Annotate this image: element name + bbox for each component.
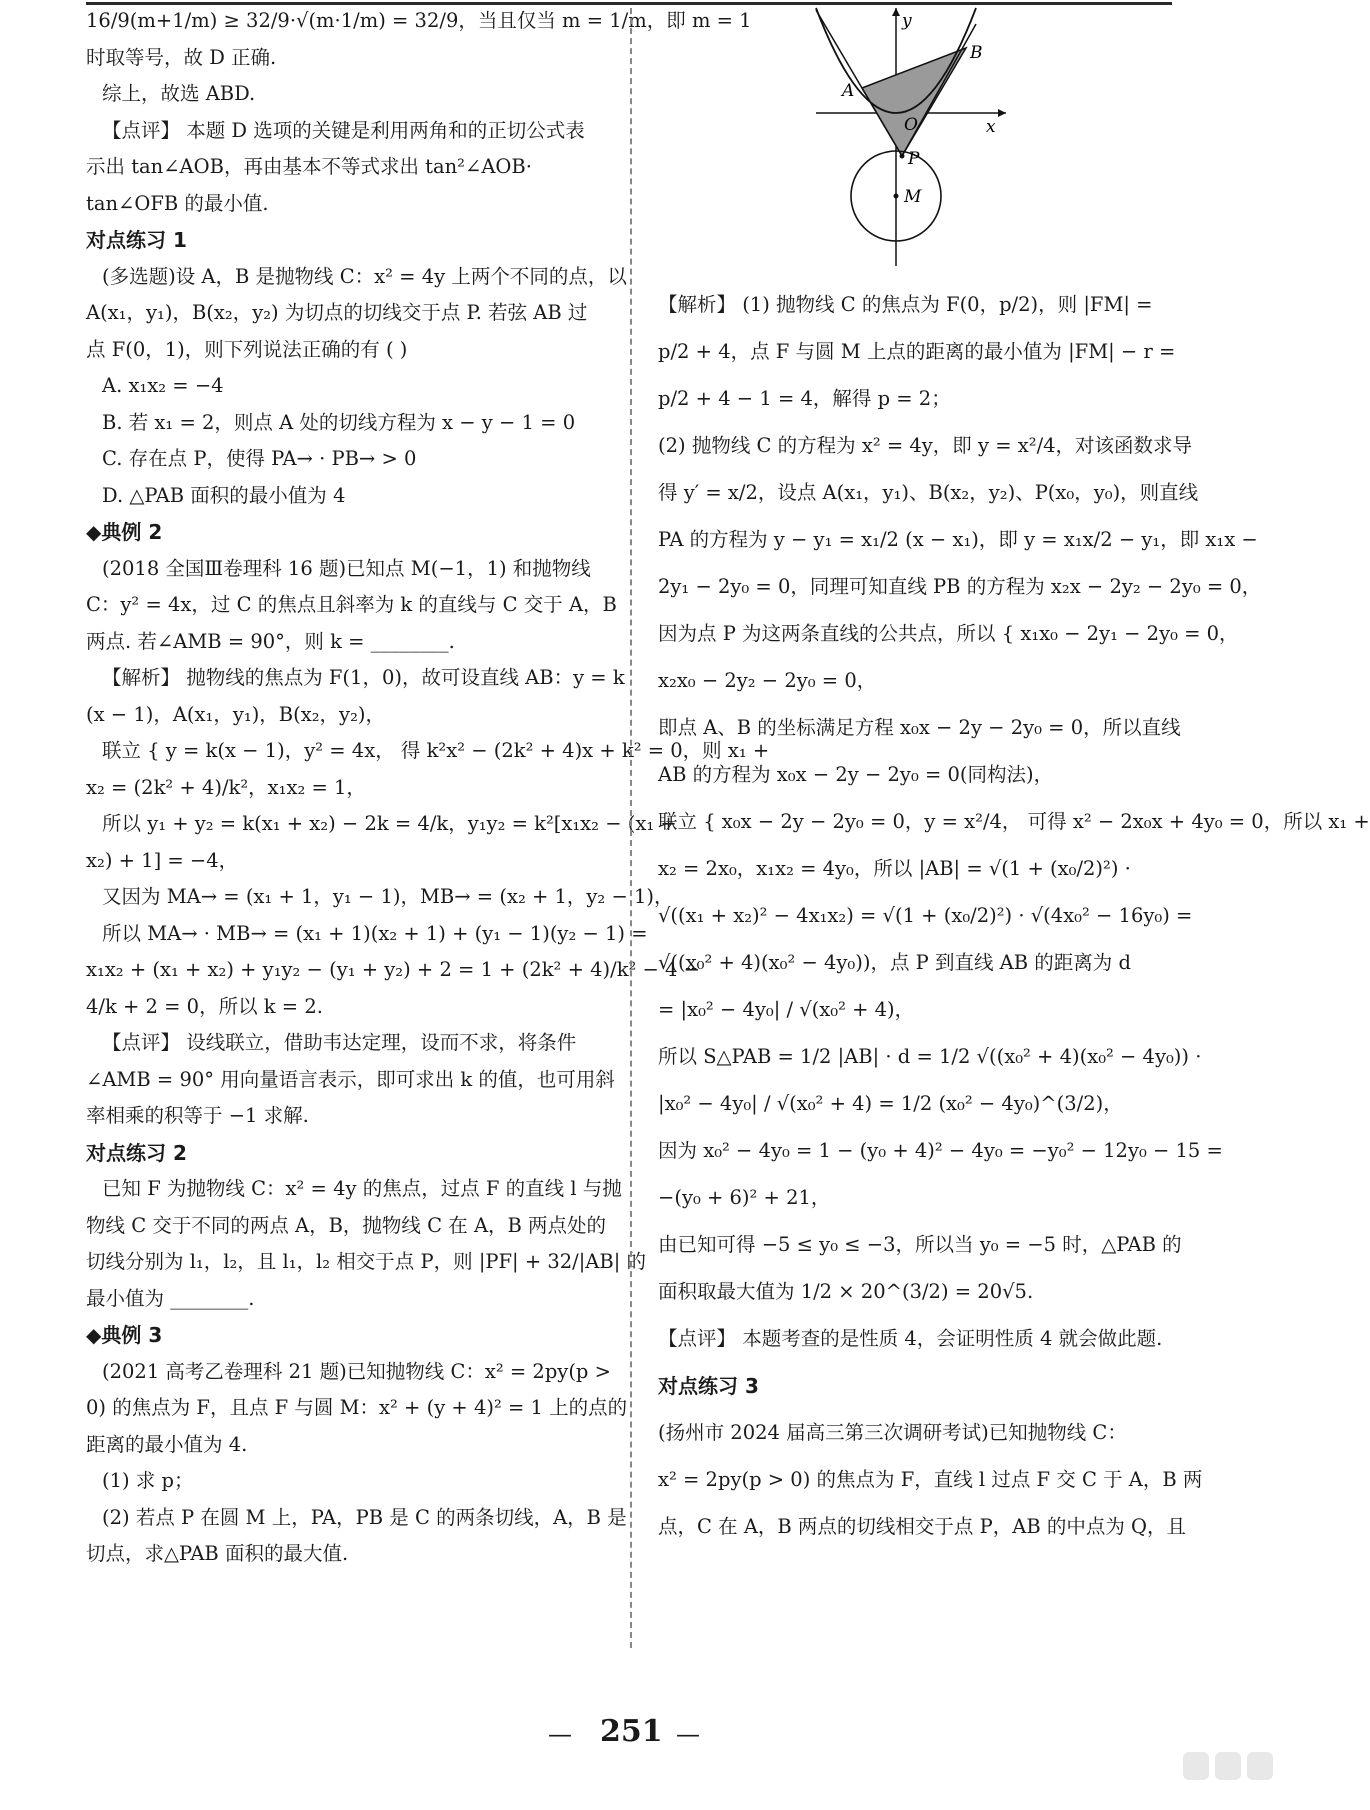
fig-label-B: B bbox=[970, 43, 983, 63]
right-line-22: 【点评】 本题考查的是性质 4，会证明性质 4 就会做此题. bbox=[658, 1327, 1163, 1350]
right-line-21: 面积取最大值为 1/2 × 20^(3/2) = 20√5. bbox=[658, 1280, 1034, 1303]
left-line-5: tan∠OFB 的最小值. bbox=[86, 191, 269, 215]
left-line-18: 【解析】 抛物线的焦点为 F(1，0)，故可设直线 AB：y = k bbox=[102, 666, 625, 689]
left-line-37: (2021 高考乙卷理科 21 题)已知抛物线 C：x² = 2py(p > bbox=[102, 1359, 611, 1383]
left-line-21: x₂ = (2k² + 4)/k²，x₁x₂ = 1， bbox=[86, 775, 366, 799]
parabola-tangent-figure bbox=[816, 8, 1056, 273]
left-line-36: ◆典例 3 bbox=[86, 1323, 163, 1347]
left-line-4: 示出 tan∠AOB，再由基本不等式求出 tan²∠AOB· bbox=[86, 155, 532, 178]
left-line-17: 两点. 若∠AMB = 90°，则 k = ________. bbox=[86, 629, 455, 653]
left-line-34: 切线分别为 l₁，l₂，且 l₁，l₂ 相交于点 P，则 |PF| + 32/|AB| 的 bbox=[86, 1250, 646, 1273]
right-line-16: 所以 S△PAB = 1/2 |AB| · d = 1/2 √((x₀² + 4)(x₀² − 4y₀)) · bbox=[658, 1045, 1202, 1068]
left-line-1: 时取等号，故 D 正确. bbox=[86, 45, 277, 69]
left-line-14: ◆典例 2 bbox=[86, 520, 163, 544]
right-line-8: x₂x₀ − 2y₂ − 2y₀ = 0， bbox=[658, 669, 877, 692]
right-line-18: 因为 x₀² − 4y₀ = 1 − (y₀ + 4)² − 4y₀ = −y₀² − 12y₀ − 15 = bbox=[658, 1139, 1223, 1162]
viewer-button-3[interactable] bbox=[1247, 1752, 1273, 1780]
right-line-11: 联立 { x₀x − 2y − 2y₀ = 0，y = x²/4， 可得 x² − 2x₀x + 4y₀ = 0，所以 x₁ + bbox=[658, 810, 1370, 833]
right-line-3: (2) 抛物线 C 的方程为 x² = 4y，即 y = x²/4，对该函数求导 bbox=[658, 434, 1193, 457]
left-line-16: C：y² = 4x，过 C 的焦点且斜率为 k 的直线与 C 交于 A，B bbox=[86, 593, 617, 616]
left-line-20: 联立 { y = k(x − 1)，y² = 4x， 得 k²x² − (2k² + 4)x + k² = 0，则 x₁ + bbox=[102, 739, 770, 762]
left-line-9: 点 F(0，1)，则下列说法正确的有 ( ) bbox=[86, 337, 408, 361]
right-line-23: 对点练习 3 bbox=[658, 1374, 759, 1398]
left-line-29: ∠AMB = 90° 用向量语言表示，即可求出 k 的值，也可用斜 bbox=[86, 1067, 615, 1091]
fig-label-O: O bbox=[904, 115, 918, 135]
left-line-28: 【点评】 设线联立，借助韦达定理，设而不求，将条件 bbox=[102, 1031, 577, 1054]
fig-label-A: A bbox=[842, 81, 855, 101]
fig-label-y: y bbox=[902, 11, 912, 31]
left-line-31: 对点练习 2 bbox=[86, 1140, 187, 1165]
left-line-13: D. △PAB 面积的最小值为 4 bbox=[102, 483, 346, 507]
footer-dash-right: — bbox=[676, 1720, 700, 1748]
left-line-27: 4/k + 2 = 0，所以 k = 2. bbox=[86, 994, 323, 1018]
right-line-13: √((x₁ + x₂)² − 4x₁x₂) = √(1 + (x₀/2)²) · √(4x₀² − 16y₀) = bbox=[658, 904, 1193, 927]
right-line-24: (扬州市 2024 届高三第三次调研考试)已知抛物线 C： bbox=[658, 1421, 1127, 1444]
fig-label-M: M bbox=[904, 187, 922, 207]
top-rule bbox=[86, 2, 1172, 5]
left-line-7: (多选题)设 A，B 是抛物线 C：x² = 4y 上两个不同的点，以 bbox=[102, 264, 627, 288]
left-line-39: 距离的最小值为 4. bbox=[86, 1432, 248, 1456]
left-line-10: A. x₁x₂ = −4 bbox=[102, 374, 224, 397]
left-line-30: 率相乘的积等于 −1 求解. bbox=[86, 1104, 309, 1127]
left-line-32: 已知 F 为抛物线 C：x² = 4y 的焦点，过点 F 的直线 l 与抛 bbox=[102, 1177, 622, 1200]
right-column bbox=[658, 292, 1370, 1561]
left-line-3: 【点评】 本题 D 选项的关键是利用两角和的正切公式表 bbox=[102, 118, 585, 142]
left-line-15: (2018 全国Ⅲ卷理科 16 题)已知点 M(−1，1) 和抛物线 bbox=[102, 556, 591, 580]
right-line-26: 点，C 在 A，B 两点的切线相交于点 P，AB 的中点为 Q，且 bbox=[658, 1515, 1187, 1538]
right-line-1: p/2 + 4，点 F 与圆 M 上点的距离的最小值为 |FM| − r = bbox=[658, 340, 1176, 363]
left-line-19: (x − 1)，A(x₁，y₁)，B(x₂，y₂)， bbox=[86, 702, 385, 726]
right-line-4: 得 y′ = x/2，设点 A(x₁，y₁)、B(x₂，y₂)、P(x₀，y₀)，则直线 bbox=[658, 481, 1199, 504]
left-line-42: 切点，求△PAB 面积的最大值. bbox=[86, 1542, 349, 1565]
left-line-12: C. 存在点 P，使得 PA→ · PB→ > 0 bbox=[102, 447, 417, 470]
left-line-41: (2) 若点 P 在圆 M 上，PA，PB 是 C 的两条切线，A，B 是 bbox=[102, 1505, 627, 1529]
left-line-24: 又因为 MA→ = (x₁ + 1，y₁ − 1)，MB→ = (x₂ + 1，y₂ − 1)， bbox=[102, 885, 674, 908]
left-line-22: 所以 y₁ + y₂ = k(x₁ + x₂) − 2k = 4/k，y₁y₂ = k²[x₁x₂ − (x₁ + bbox=[102, 812, 677, 835]
right-line-6: 2y₁ − 2y₀ = 0，同理可知直线 PB 的方程为 x₂x − 2y₂ − 2y₀ = 0， bbox=[658, 575, 1262, 598]
right-line-2: p/2 + 4 − 1 = 4，解得 p = 2； bbox=[658, 387, 951, 410]
viewer-button-1[interactable] bbox=[1183, 1752, 1209, 1780]
left-line-38: 0) 的焦点为 F，且点 F 与圆 M：x² + (y + 4)² = 1 上的点的 bbox=[86, 1396, 628, 1419]
page-number: 251 bbox=[600, 1714, 663, 1749]
left-line-25: 所以 MA→ · MB→ = (x₁ + 1)(x₂ + 1) + (y₁ − 1)(y₂ − 1) = bbox=[102, 921, 648, 945]
right-line-25: x² = 2py(p > 0) 的焦点为 F，直线 l 过点 F 交 C 于 A，B 两 bbox=[658, 1468, 1203, 1491]
left-line-35: 最小值为 ________. bbox=[86, 1286, 255, 1310]
right-line-15: = |x₀² − 4y₀| / √(x₀² + 4)， bbox=[658, 998, 915, 1021]
viewer-button-2[interactable] bbox=[1215, 1752, 1241, 1780]
left-line-8: A(x₁，y₁)，B(x₂，y₂) 为切点的切线交于点 P. 若弦 AB 过 bbox=[86, 301, 588, 324]
left-line-11: B. 若 x₁ = 2，则点 A 处的切线方程为 x − y − 1 = 0 bbox=[102, 410, 576, 434]
fig-label-P: P bbox=[908, 149, 920, 169]
left-line-33: 物线 C 交于不同的两点 A，B，抛物线 C 在 A，B 两点处的 bbox=[86, 1213, 607, 1237]
footer-dash-left: — bbox=[548, 1720, 572, 1748]
column-divider bbox=[630, 8, 632, 1648]
right-line-0: 【解析】 (1) 抛物线 C 的焦点为 F(0，p/2)，则 |FM| = bbox=[658, 293, 1153, 316]
left-line-40: (1) 求 p； bbox=[102, 1469, 194, 1492]
fig-label-x: x bbox=[986, 117, 996, 137]
right-line-17: |x₀² − 4y₀| / √(x₀² + 4) = 1/2 (x₀² − 4y₀)^(3/2)， bbox=[658, 1092, 1123, 1115]
right-line-14: √((x₀² + 4)(x₀² − 4y₀))，点 P 到直线 AB 的距离为 d bbox=[658, 951, 1131, 974]
left-line-2: 综上，故选 ABD. bbox=[102, 82, 256, 105]
right-line-19: −(y₀ + 6)² + 21， bbox=[658, 1186, 831, 1209]
right-line-9: 即点 A、B 的坐标满足方程 x₀x − 2y − 2y₀ = 0，所以直线 bbox=[658, 716, 1181, 739]
left-line-23: x₂) + 1] = −4， bbox=[86, 848, 239, 872]
left-line-26: x₁x₂ + (x₁ + x₂) + y₁y₂ − (y₁ + y₂) + 2 = 1 + (2k² + 4)/k² − 4 − bbox=[86, 958, 701, 981]
right-line-5: PA 的方程为 y − y₁ = x₁/2 (x − x₁)，即 y = x₁x/2 − y₁，即 x₁x − bbox=[658, 528, 1258, 551]
left-line-0: 16/9(m+1/m) ≥ 32/9·√(m·1/m) = 32/9，当且仅当 m = 1/m，即 m = 1 bbox=[86, 9, 752, 32]
left-line-6: 对点练习 1 bbox=[86, 228, 187, 252]
right-line-12: x₂ = 2x₀，x₁x₂ = 4y₀，所以 |AB| = √(1 + (x₀/2)²) · bbox=[658, 857, 1131, 880]
right-line-10: AB 的方程为 x₀x − 2y − 2y₀ = 0(同构法)， bbox=[658, 763, 1054, 786]
right-line-20: 由已知可得 −5 ≤ y₀ ≤ −3，所以当 y₀ = −5 时，△PAB 的 bbox=[658, 1233, 1182, 1256]
right-line-7: 因为点 P 为这两条直线的公共点，所以 { x₁x₀ − 2y₁ − 2y₀ = 0， bbox=[658, 622, 1239, 645]
